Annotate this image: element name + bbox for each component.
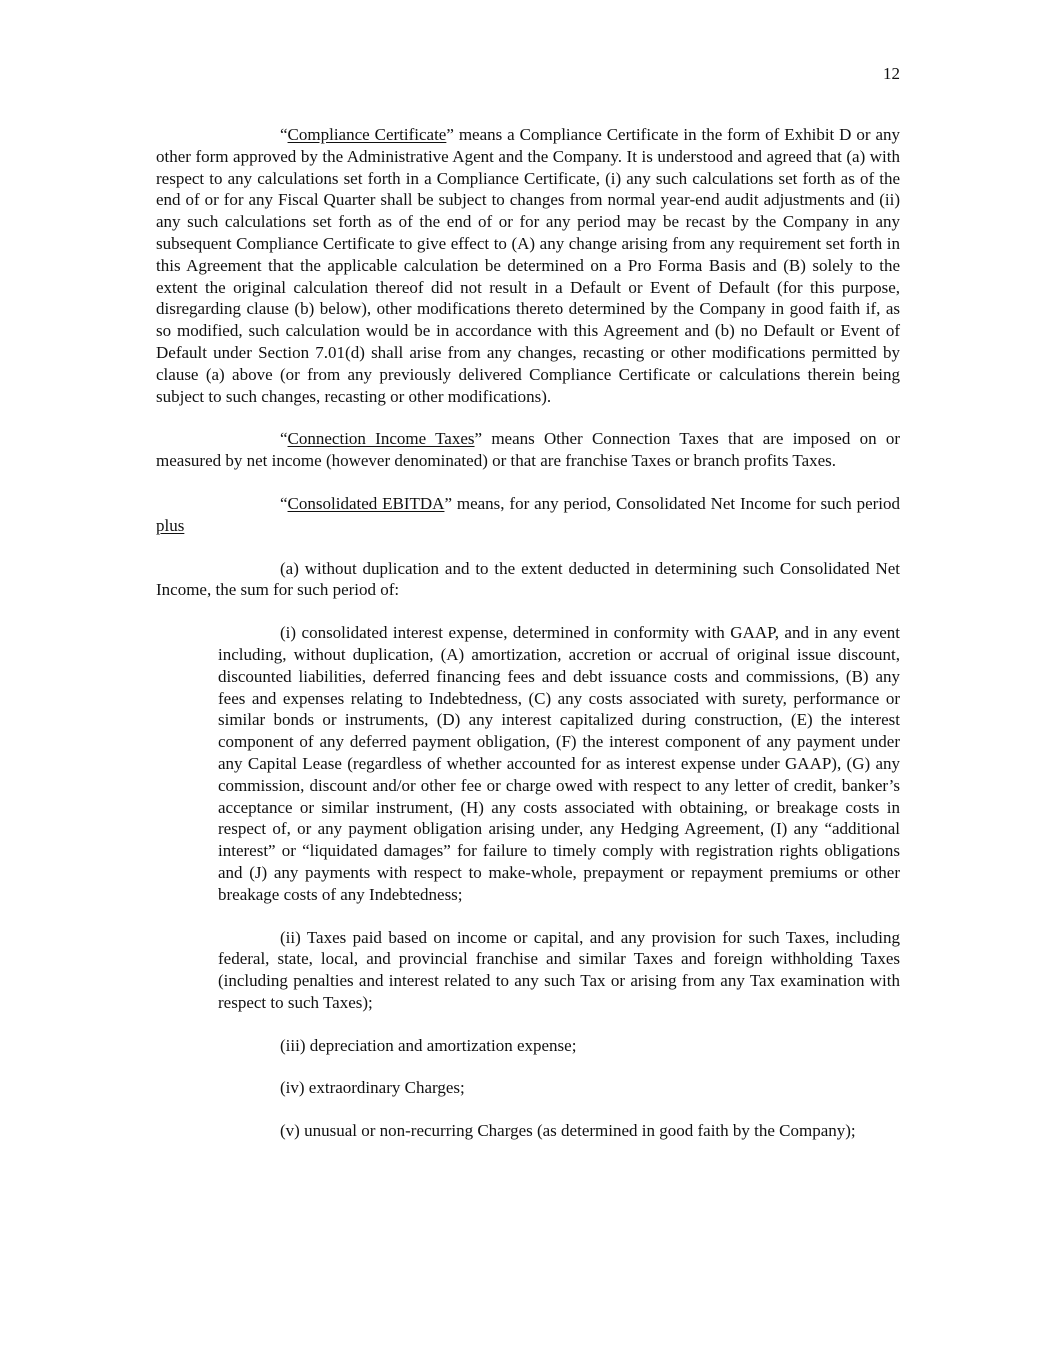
definition-connection-income-taxes <box>156 428 900 472</box>
defined-term: Compliance Certificate <box>287 125 447 144</box>
list-item: (ii) Taxes paid based on income or capital, and any provision for such Taxes, including federal, state, local, and provincial franchise and similar Taxes and foreign withholding Taxes (including penalties and interest related to any such Tax or arising from any Tax examination with respect to such Taxes); <box>218 927 900 1012</box>
page-number: 12 <box>883 64 900 83</box>
defined-term: Consolidated EBITDA <box>287 493 445 513</box>
open-quote: “ <box>280 125 288 144</box>
clause-a: (a) without duplication and to the extent deducted in determining such Consolidated Net Income, the sum for such period of: <box>156 558 900 600</box>
definition-compliance-certificate <box>156 124 900 407</box>
definition-text: ” means Other Connection Taxes that are imposed on or measured by net income (however denominated) or that are franchise Taxes or branch profits Taxes. <box>156 429 900 471</box>
clause-a-items <box>218 622 900 1142</box>
definition-text: ” means, for any period, Consolidated Net Income for such period <box>444 493 900 513</box>
definition-text: ” means a Compliance Certificate in the form of Exhibit D or any other form approved by the Administrative Agent and the Company. It is understood and agreed that (a) with respect to any calculations set forth in a Compliance Certificate, (i) any such calculations set forth as of the end of or for any Fiscal Quarter shall be subject to changes from normal year-end audit adjustments and (ii) any such calculations set forth as of the end of or for any period may be recast by the Company in any subsequent Compliance Certificate to give effect to (A) any change arising from any requirement set forth in this Agreement that the applicable calculation be determined on a Pro Forma Basis and (B) solely to the extent the original calculation thereof did not result in a Default or Event of Default (for this purpose, disregarding clause (b) below), other modifications thereto determined by the Company in good faith if, as so modified, such calculation would be in accordance with this Agreement and (b) no Default or Event of Default under Section 7.01(d) shall arise from any changes, recasting or other modifications permitted by clause (a) above (or from any previously delivered Compliance Certificate or calculations therein being subject to such changes, recasting or other modifications). <box>156 125 900 406</box>
document-body <box>156 124 900 1163</box>
list-item: (v) unusual or non-recurring Charges (as determined in good faith by the Company); <box>280 1121 856 1141</box>
list-item: (iii) depreciation and amortization expense; <box>280 1035 577 1055</box>
defined-term: Connection Income Taxes <box>287 429 475 449</box>
open-quote: “ <box>280 493 288 513</box>
list-item: (iv) extraordinary Charges; <box>280 1078 465 1098</box>
plus-term: plus <box>156 515 185 535</box>
open-quote: “ <box>280 429 288 449</box>
definition-consolidated-ebitda <box>156 493 900 537</box>
list-item: (i) consolidated interest expense, determined in conformity with GAAP, and in any event including, without duplication, (A) amortization, accretion or accrual of original issue discount, discounted liabilities, deferred financing fees and debt issuance costs and commissions, (B) any fees and expenses relating to Indebtedness, (C) any costs associated with surety, performance or similar bonds or instruments, (D) any interest capitalized during construction, (E) the interest component of any deferred payment obligation, (F) the interest component of any payment under any Capital Lease (regardless of whether accounted for as interest expense under GAAP), (G) any commission, discount and/or other fee or charge owed with respect to any letter of credit, banker’s acceptance or similar instrument, (H) any costs associated with obtaining, or breakage costs in respect of, or any payment obligation arising under, any Hedging Agreement, (I) any “additional interest” or “liquidated damages” for failure to timely comply with registration rights obligations and (J) any payments with respect to make-whole, prepayment or repayment premiums or other breakage costs of any Indebtedness; <box>218 623 900 904</box>
